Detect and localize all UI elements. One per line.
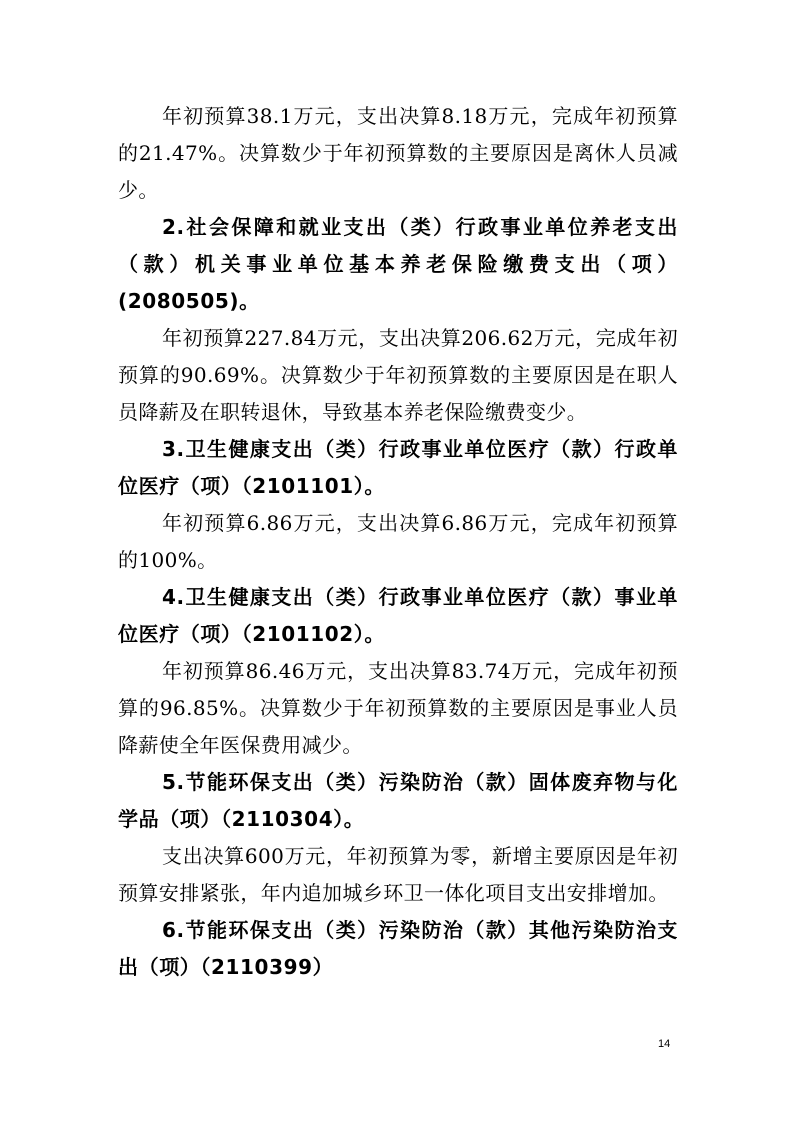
page-number: 14 [658,1038,671,1050]
paragraph-public-institution-medical: 年初预算86.46万元，支出决算83.74万元，完成年初预算的96.85%。决算数少于年初预算数的主要原因是事业人员降薪使全年医保费用减少。 [118,659,678,757]
heading-other-pollution: 6.节能环保支出（类）污染防治（款）其他污染防治支出（项）（2110399） [118,918,678,979]
paragraph-solid-waste: 支出决算600万元，年初预算为零，新增主要原因是年初预算安排紧张，年内追加城乡环卫一体化项目支出安排增加。 [118,844,678,905]
document-body [118,98,678,986]
heading-admin-unit-medical: 3.卫生健康支出（类）行政事业单位医疗（款）行政单位医疗（项）（2101101）。 [118,437,678,498]
heading-public-institution-medical: 4.卫生健康支出（类）行政事业单位医疗（款）事业单位医疗（项）（2101102）。 [118,585,678,646]
heading-solid-waste: 5.节能环保支出（类）污染防治（款）固体废弃物与化学品（项）（2110304）。 [118,770,678,831]
heading-pension-insurance: 2.社会保障和就业支出（类）行政事业单位养老支出（款）机关事业单位基本养老保险缴费支出（项）(2080505)。 [118,215,678,313]
paragraph-pension-insurance: 年初预算227.84万元，支出决算206.62万元，完成年初预算的90.69%。决算数少于年初预算数的主要原因是在职人员降薪及在职转退休，导致基本养老保险缴费变少。 [118,326,678,424]
paragraph-admin-unit-medical: 年初预算6.86万元，支出决算6.86万元，完成年初预算的100%。 [118,511,678,572]
paragraph-retiree-expense: 年初预算38.1万元，支出决算8.18万元，完成年初预算的21.47%。决算数少于年初预算数的主要原因是离休人员减少。 [118,104,678,202]
